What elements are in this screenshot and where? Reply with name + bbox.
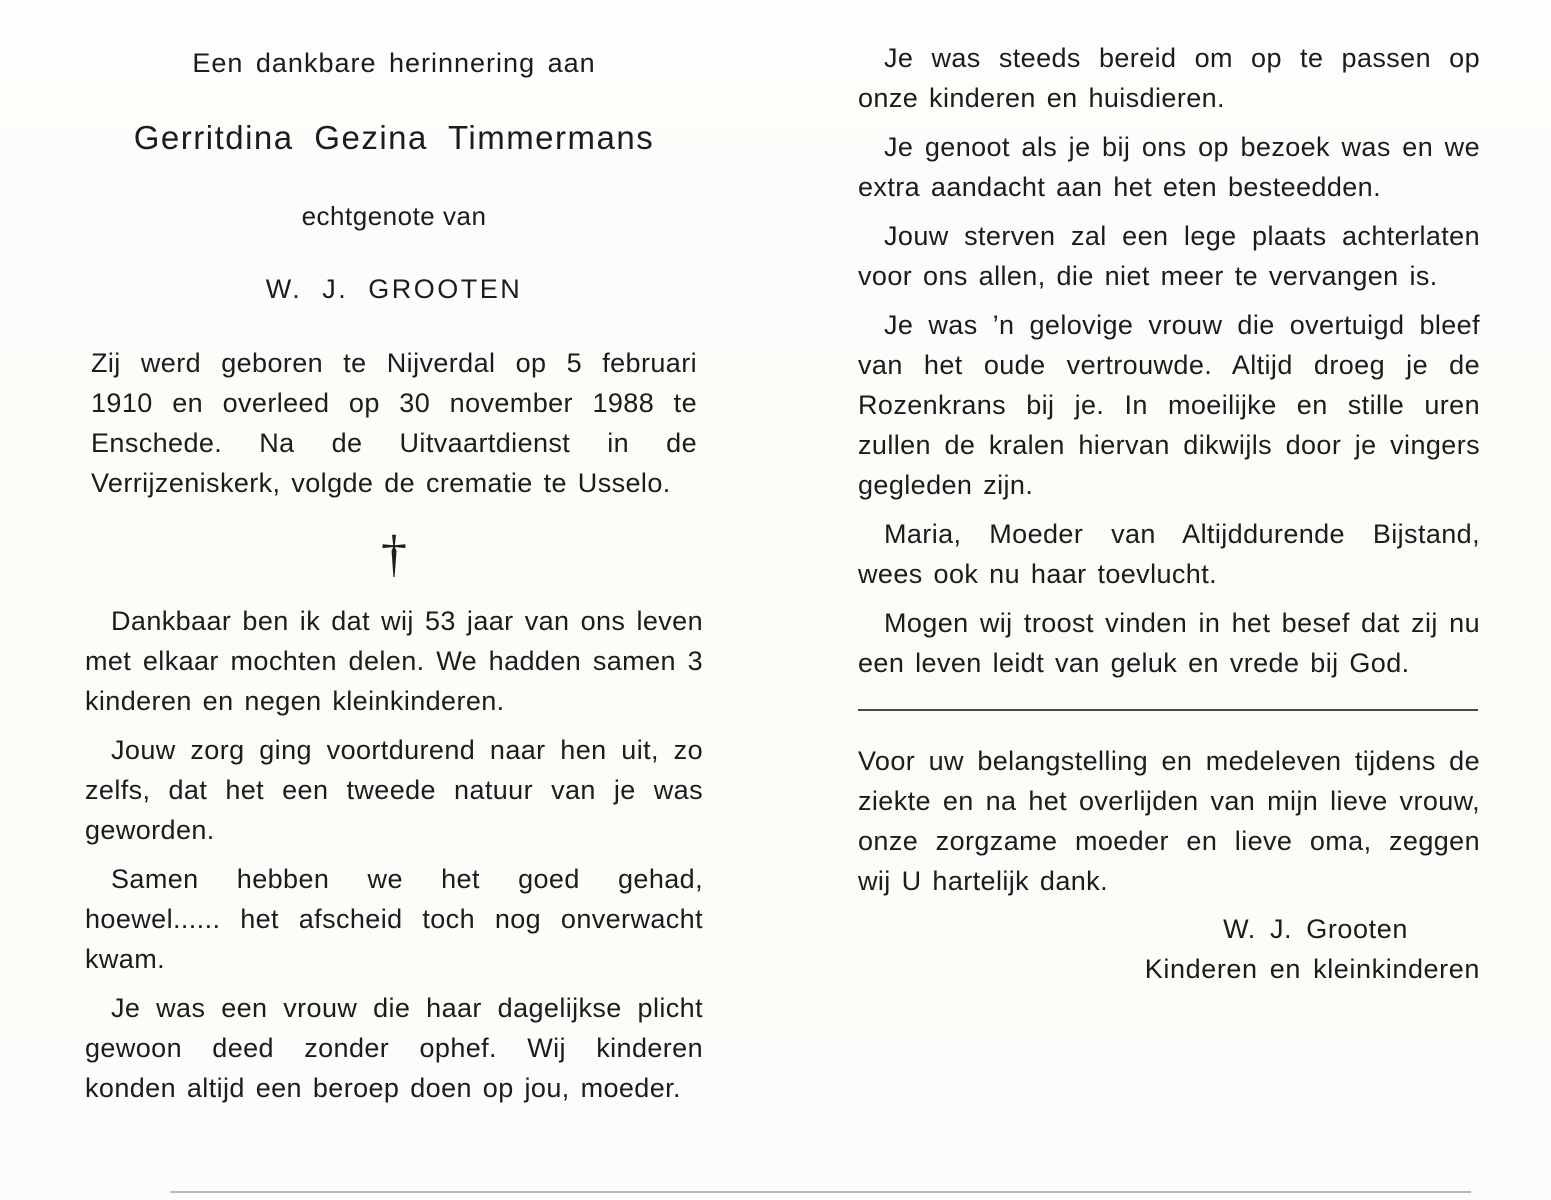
intro-line: Een dankbare herinnering aan bbox=[192, 48, 596, 78]
cross-icon: † bbox=[381, 526, 407, 583]
memorial-paragraph: Je was ’n gelovige vrouw die overtuigd bleef van het oude vertrouwde. Altijd droeg je de Rozenkrans bij je. In moeilijke en stille uren zullen de kralen hiervan dikwijls door je vingers gegleden zijn. bbox=[858, 310, 1480, 500]
deceased-name: Gerritdina Gezina Timmermans bbox=[133, 119, 655, 156]
memorial-paragraph: Jouw zorg ging voortdurend naar hen uit, zo zelfs, dat het een tweede natuur van je was geworden. bbox=[85, 735, 703, 845]
signature-name: W. J. Grooten bbox=[1223, 914, 1408, 944]
spouse-label: echtgenote van bbox=[301, 201, 487, 231]
memorial-paragraph: Je was een vrouw die haar dagelijkse plicht gewoon deed zonder ophef. Wij kinderen konden altijd een beroep doen op jou, moeder. bbox=[85, 993, 703, 1103]
thanks-paragraph: Voor uw belangstelling en medeleven tijdens de ziekte en na het overlijden van mijn lieve vrouw, onze zorgzame moeder en lieve oma, zeggen wij U hartelijk dank. bbox=[858, 746, 1480, 896]
memorial-paragraph: Maria, Moeder van Altijddurende Bijstand, wees ook nu haar toevlucht. bbox=[858, 519, 1480, 589]
left-column bbox=[85, 38, 703, 1117]
memorial-paragraph: Samen hebben we het goed gehad, hoewel...... het afscheid toch nog onverwacht kwam. bbox=[85, 864, 703, 974]
memorial-paragraph: Dankbaar ben ik dat wij 53 jaar van ons leven met elkaar mochten delen. We hadden samen 3 kinderen en negen kleinkinderen. bbox=[85, 606, 703, 716]
memorial-paragraph: Je genoot als je bij ons op bezoek was en we extra aandacht aan het eten besteedden. bbox=[858, 132, 1480, 202]
card-columns bbox=[85, 38, 1480, 1117]
biography-text: Zij werd geboren te Nijverdal op 5 februari 1910 en overleed op 30 november 1988 te Enschede. Na de Uitvaartdienst in de Verrijzeniskerk, volgde de crematie te Usselo. bbox=[91, 348, 697, 498]
memorial-paragraph: Mogen wij troost vinden in het besef dat zij nu een leven leidt van geluk en vrede bij God. bbox=[858, 608, 1480, 678]
spouse-name: W. J. GROOTEN bbox=[265, 274, 523, 304]
memorial-paragraph: Jouw sterven zal een lege plaats achterlaten voor ons allen, die niet meer te vervangen is. bbox=[858, 221, 1480, 291]
right-column bbox=[858, 38, 1480, 989]
memorial-paragraph: Je was steeds bereid om op te passen op onze kinderen en huisdieren. bbox=[858, 43, 1480, 113]
signature-family: Kinderen en kleinkinderen bbox=[1144, 954, 1480, 984]
scan-artifact-line bbox=[170, 1191, 1471, 1193]
divider-line bbox=[858, 709, 1478, 711]
